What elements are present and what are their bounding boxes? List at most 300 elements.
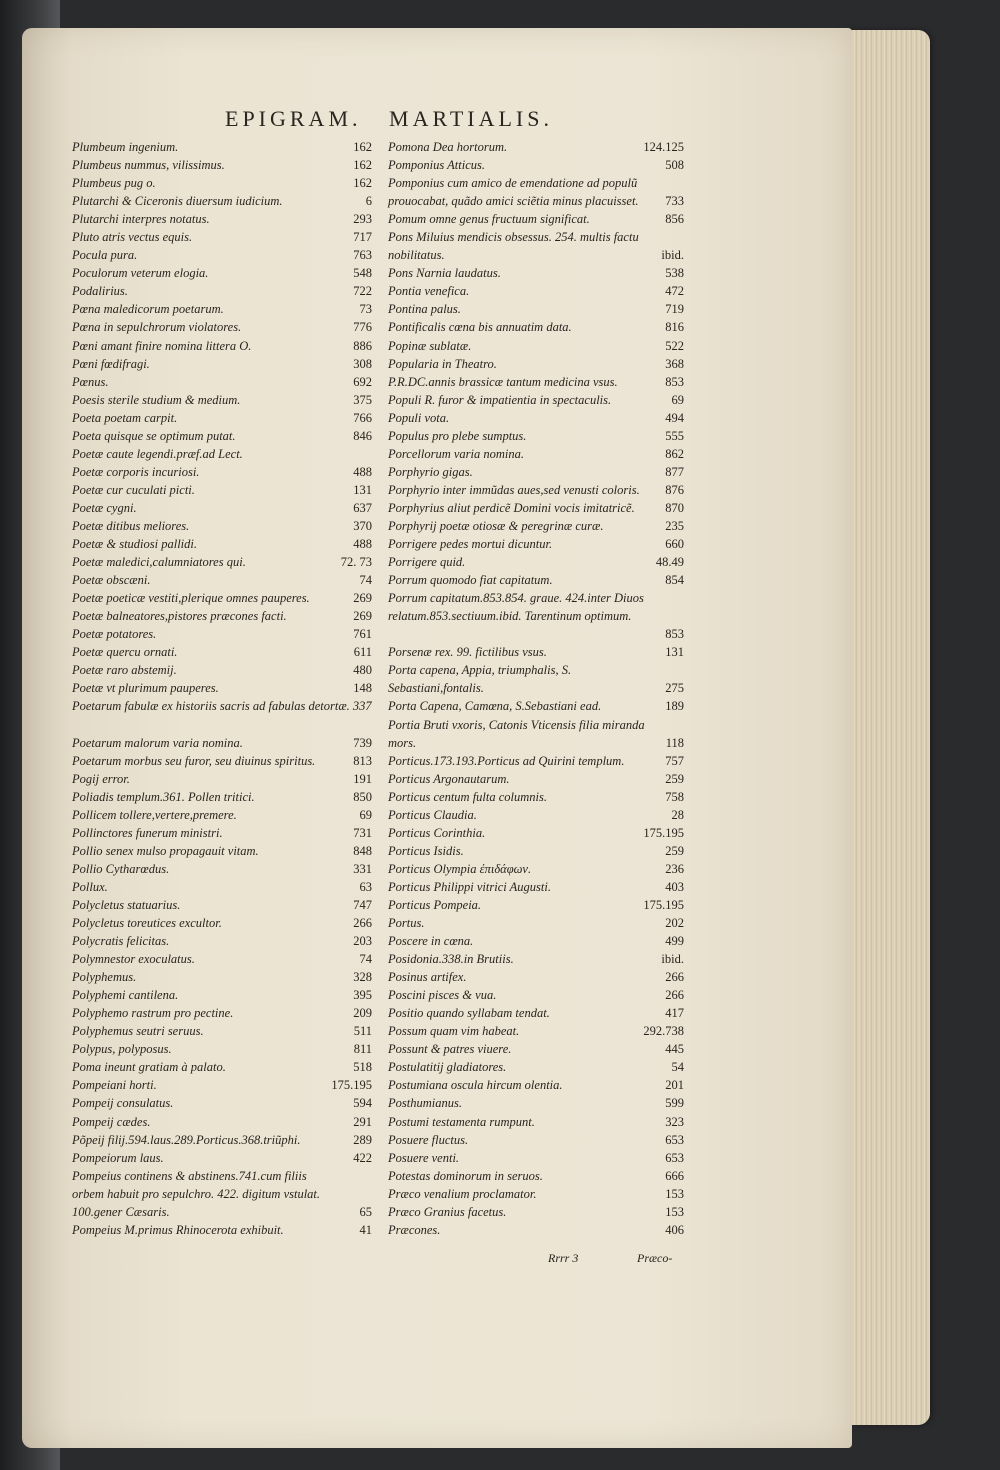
index-entry [72, 553, 372, 571]
index-entry [72, 318, 372, 336]
page-reference: 202 [665, 916, 684, 931]
index-term: Pompeij cædes. [72, 1114, 151, 1129]
signature-mark: Rrrr 3 [548, 1251, 579, 1265]
page-reference: 406 [665, 1222, 684, 1237]
running-head-word-2: MARTIALIS. [389, 106, 553, 131]
index-entry [388, 156, 684, 174]
index-term: Pontia venefica. [388, 284, 470, 299]
index-entry [72, 246, 372, 264]
index-entry [72, 391, 372, 409]
index-entry [72, 589, 372, 607]
index-entry [72, 734, 372, 752]
index-term: Porta Capena, Camœna, S.Sebastiani ead. [388, 699, 602, 714]
page-reference: 48.49 [655, 555, 684, 570]
index-term: Poetarum fabulæ ex historiis sacris ad fabulas detortæ. 337 [72, 699, 372, 714]
page-reference: 266 [665, 970, 684, 985]
index-entry [72, 824, 372, 842]
index-term: Poetæ cygni. [72, 500, 137, 515]
index-term: Plumbeum ingenium. [72, 140, 179, 154]
index-term: Positio quando syllabam tendat. [388, 1006, 550, 1021]
index-entry [72, 409, 372, 427]
index-entry [72, 282, 372, 300]
page-reference: 266 [665, 988, 684, 1003]
index-term: Porrigere quid. [388, 555, 466, 570]
index-entry [72, 1167, 372, 1221]
page-reference: 816 [665, 320, 684, 335]
index-entry [388, 1167, 684, 1185]
index-entry [388, 138, 684, 156]
page-reference: 235 [665, 518, 684, 533]
index-entry [72, 860, 372, 878]
index-term: Postumi testamenta rumpunt. [388, 1114, 535, 1129]
page-reference: 813 [353, 753, 372, 768]
index-term: Populi vota. [388, 410, 450, 425]
index-entry [72, 499, 372, 517]
index-entry [388, 824, 684, 842]
index-term: Pollinctores funerum ministri. [72, 825, 223, 840]
index-entry [72, 950, 372, 968]
page-reference: 876 [665, 482, 684, 497]
index-entry [388, 842, 684, 860]
index-entry [388, 1094, 684, 1112]
index-term: Poetæ vt plurimum pauperes. [72, 681, 219, 696]
index-term: Poetæ poeticæ vestiti,plerique omnes pauperes. [72, 591, 310, 606]
index-term: Poeta quisque se optimum putat. [72, 428, 236, 443]
index-entry [388, 571, 684, 589]
index-term: Plumbeus pug o. [72, 176, 156, 191]
page-reference: 118 [665, 735, 684, 750]
index-term: Popularia in Theatro. [388, 356, 497, 371]
index-term: Poetæ raro abstemij. [72, 663, 177, 678]
index-term: Præco Granius facetus. [388, 1204, 507, 1219]
page-reference: 722 [353, 284, 372, 299]
index-entry [388, 1149, 684, 1167]
index-entry [72, 1004, 372, 1022]
index-term: Porcellorum varia nomina. [388, 446, 524, 461]
index-term: Porrum quomodo fiat capitatum. [388, 573, 553, 588]
page-reference: 445 [665, 1042, 684, 1057]
page-reference: 776 [353, 320, 372, 335]
index-term: Polycletus statuarius. [72, 897, 181, 912]
page-reference: 719 [665, 302, 684, 317]
index-entry [388, 752, 684, 770]
index-entry [72, 986, 372, 1004]
page-reference: 74 [359, 573, 372, 588]
index-term: Porticus.173.193.Porticus ad Quirini templum. [388, 753, 625, 768]
page-reference: 74 [359, 952, 372, 967]
index-term: Poscini pisces & vua. [388, 988, 497, 1003]
index-entry [388, 1203, 684, 1221]
index-term: Poesis sterile studium & medium. [72, 392, 241, 407]
index-entry [72, 373, 372, 391]
page-edges [848, 30, 930, 1425]
index-entry [388, 318, 684, 336]
page-reference: 266 [353, 916, 372, 931]
page-reference: 375 [353, 392, 372, 407]
page-reference: 856 [665, 212, 684, 227]
index-entry [72, 210, 372, 228]
page-reference: 73 [359, 302, 372, 317]
index-term: Poetæ cur cuculati picti. [72, 482, 195, 497]
index-term: Porphyrius aliut perdicẽ Domini vocis imitatricẽ. [388, 500, 635, 515]
index-entry [72, 914, 372, 932]
index-term: Porticus Pompeia. [388, 897, 482, 912]
index-term: Pomponius Atticus. [388, 158, 485, 173]
index-term: Porrigere pedes mortui dicuntur. [388, 537, 553, 552]
index-term: Poetarum malorum varia nomina. [72, 735, 243, 750]
index-entry [72, 1094, 372, 1112]
page-reference: 870 [665, 500, 684, 515]
index-entry [388, 373, 684, 391]
index-entry [72, 625, 372, 643]
index-entry [388, 355, 684, 373]
index-term: Porticus Olympia ἐπιδάφων. [388, 861, 532, 876]
page-reference: 124.125 [643, 140, 684, 154]
index-term: Poetæ corporis incuriosi. [72, 464, 200, 479]
index-entry [388, 210, 684, 228]
index-term: Porticus Corinthia. [388, 825, 486, 840]
page-reference: 328 [353, 970, 372, 985]
index-entry [72, 770, 372, 788]
index-entry [388, 409, 684, 427]
index-entry [72, 842, 372, 860]
page-reference: 548 [353, 266, 372, 281]
index-entry [388, 1113, 684, 1131]
index-entry [388, 174, 684, 210]
page-reference: 293 [353, 212, 372, 227]
page-reference: 472 [665, 284, 684, 299]
page-reference: 236 [665, 861, 684, 876]
page-reference: 368 [665, 356, 684, 371]
index-term: Pompeius M.primus Rhinocerota exhibuit. [72, 1222, 284, 1237]
index-entry [72, 156, 372, 174]
page-reference: 637 [353, 500, 372, 515]
index-entry [72, 752, 372, 770]
index-entry [388, 589, 684, 643]
index-entry [388, 1058, 684, 1076]
page-reference: 28 [671, 807, 684, 822]
index-term: Porticus Isidis. [388, 843, 464, 858]
index-entry [72, 571, 372, 589]
page-reference: 292.738 [643, 1024, 684, 1039]
index-term: Porticus Philippi vitrici Augusti. [388, 879, 551, 894]
page-reference: 692 [353, 374, 372, 389]
index-entry [72, 1076, 372, 1094]
index-term: Poliadis templum.361. Pollen tritici. [72, 789, 255, 804]
index-term: Plumbeus nummus, vilissimus. [72, 158, 225, 173]
index-entry [388, 481, 684, 499]
index-term: Porticus centum fulta columnis. [388, 789, 548, 804]
index-entry [388, 300, 684, 318]
page-reference: 488 [353, 537, 372, 552]
index-entry [388, 986, 684, 1004]
index-entry [388, 445, 684, 463]
index-entry [388, 228, 684, 264]
page-reference: 862 [665, 446, 684, 461]
running-head-word-1: EPIGRAM. [225, 106, 362, 131]
index-entry [388, 1040, 684, 1058]
index-entry [388, 553, 684, 571]
index-entry [72, 192, 372, 210]
index-entry [388, 716, 684, 752]
page-reference: 854 [665, 573, 684, 588]
catchword: Præco- [637, 1251, 673, 1265]
index-term: Pollux. [72, 879, 108, 894]
index-entry [388, 427, 684, 445]
index-entry [72, 1221, 372, 1239]
index-entry [388, 932, 684, 950]
index-entry [388, 896, 684, 914]
index-column-left [72, 138, 372, 1239]
page-reference: 395 [353, 988, 372, 1003]
index-entry [72, 1040, 372, 1058]
index-entry [72, 1149, 372, 1167]
index-entry [72, 679, 372, 697]
index-entry [72, 228, 372, 246]
index-term: Poetæ quercu ornati. [72, 645, 178, 660]
index-term: Porticus Argonautarum. [388, 771, 510, 786]
page-reference: 269 [353, 591, 372, 606]
index-term: Polypus, polyposus. [72, 1042, 172, 1057]
page-reference: 848 [353, 843, 372, 858]
index-term: Poeta poetam carpit. [72, 410, 178, 425]
index-entry [388, 788, 684, 806]
index-term: Polymnestor exoculatus. [72, 952, 195, 967]
page-reference: 72. 73 [340, 555, 372, 570]
page-reference: 761 [353, 627, 372, 642]
index-entry [388, 282, 684, 300]
page-reference: 162 [353, 176, 372, 191]
page-reference: 594 [353, 1096, 372, 1111]
page-reference: 203 [353, 934, 372, 949]
index-entry [388, 878, 684, 896]
index-term: Portus. [388, 916, 425, 931]
index-term: Pompeius continens & abstinens.741.cum filiis orbem habuit pro sepulchro. 422. digitum vstulat. 100.gener Cæsaris. [72, 1168, 321, 1219]
page-reference: 763 [353, 248, 372, 263]
index-entry [388, 517, 684, 535]
page-reference: 417 [665, 1006, 684, 1021]
index-entry [72, 337, 372, 355]
index-term: Pœni amant finire nomina littera O. [72, 338, 252, 353]
page-reference: 488 [353, 464, 372, 479]
index-term: Poetæ & studiosi pallidi. [72, 537, 198, 552]
page-reference: 153 [665, 1186, 684, 1201]
index-term: Porta capena, Appia, triumphalis, S. Sebastiani,fontalis. [388, 663, 572, 696]
page-reference: 611 [353, 645, 372, 660]
index-term: Pompeiani horti. [72, 1078, 157, 1093]
index-entry [388, 1185, 684, 1203]
page-reference: 846 [353, 428, 372, 443]
index-term: Pollicem tollere,vertere,premere. [72, 807, 237, 822]
index-term: Posidonia.338.in Brutiis. [388, 952, 514, 967]
index-term: Poetæ ditibus meliores. [72, 518, 190, 533]
index-term: Poetæ balneatores,pistores præcones facti. [72, 609, 287, 624]
page-reference: 175.195 [643, 825, 684, 840]
page-reference: 731 [353, 825, 372, 840]
index-entry [388, 391, 684, 409]
page-reference: 148 [353, 681, 372, 696]
page-reference: 370 [353, 518, 372, 533]
page-reference: 853 [665, 374, 684, 389]
index-entry [72, 968, 372, 986]
index-term: Porticus Claudia. [388, 807, 477, 822]
page-reference: 291 [353, 1114, 372, 1129]
page-reference: 538 [665, 266, 684, 281]
index-entry [388, 1221, 684, 1239]
page-reference: 41 [359, 1222, 372, 1237]
index-term: Postumiana oscula hircum olentia. [388, 1078, 563, 1093]
index-entry [388, 499, 684, 517]
index-term: Pogij error. [72, 771, 130, 786]
index-term: Postulatitij gladiatores. [388, 1060, 507, 1075]
index-entry [388, 337, 684, 355]
index-entry [388, 661, 684, 697]
index-term: Polyphemus. [72, 970, 137, 985]
index-column-right [388, 138, 684, 1239]
index-entry [72, 481, 372, 499]
index-entry [72, 300, 372, 318]
index-term: Porphyrij poetæ otiosæ & peregrinæ curæ. [388, 518, 604, 533]
page-reference: 308 [353, 356, 372, 371]
index-entry [72, 1058, 372, 1076]
page-reference: 191 [353, 771, 372, 786]
index-term: Pons Narnia laudatus. [388, 266, 501, 281]
page-reference: 877 [665, 464, 684, 479]
index-term: Posinus artifex. [388, 970, 467, 985]
page-reference: 189 [665, 699, 684, 714]
index-term: Pœnus. [72, 374, 109, 389]
page-reference: 175.195 [331, 1078, 372, 1093]
index-entry [388, 697, 684, 715]
page-reference: 660 [665, 537, 684, 552]
index-entry [388, 950, 684, 968]
page-reference: 555 [665, 428, 684, 443]
index-entry [72, 806, 372, 824]
index-entry [388, 643, 684, 661]
page-reference: ibid. [661, 248, 684, 263]
index-term: Posthumianus. [388, 1096, 462, 1111]
index-term: Pontificalis cœna bis annuatim data. [388, 320, 572, 335]
index-term: Polycratis felicitas. [72, 934, 170, 949]
index-entry [388, 463, 684, 481]
index-entry [72, 878, 372, 896]
page-reference: 323 [665, 1114, 684, 1129]
index-entry [388, 806, 684, 824]
page-reference: 733 [665, 194, 684, 209]
page-reference: 739 [353, 735, 372, 750]
index-entry [72, 445, 372, 463]
index-entry [72, 661, 372, 679]
index-term: Põpeij filij.594.laus.289.Porticus.368.triũphi. [72, 1132, 301, 1147]
index-term: Plutarchi interpres notatus. [72, 212, 210, 227]
index-term: Poetæ potatores. [72, 627, 157, 642]
index-entry [72, 697, 372, 733]
page-reference: 54 [671, 1060, 684, 1075]
running-head [225, 106, 645, 142]
index-term: Porsenæ rex. 99. fictilibus vsus. [388, 645, 547, 660]
index-entry [388, 1131, 684, 1149]
page-reference: 69 [671, 392, 684, 407]
page-reference: 511 [353, 1024, 372, 1039]
page-reference: 766 [353, 410, 372, 425]
index-entry [72, 517, 372, 535]
index-term: Poetæ maledici,calumniatores qui. [72, 555, 246, 570]
index-entry [72, 535, 372, 553]
index-term: Pontina palus. [388, 302, 461, 317]
index-term: Pompeiorum laus. [72, 1150, 164, 1165]
index-term: Porphyrio gigas. [388, 464, 473, 479]
index-entry [72, 643, 372, 661]
index-term: Polyphemi cantilena. [72, 988, 179, 1003]
index-term: Polyphemo rastrum pro pectine. [72, 1006, 234, 1021]
index-entry [72, 1022, 372, 1040]
page-reference: 275 [665, 681, 684, 696]
index-term: Polyphemus seutri seruus. [72, 1024, 204, 1039]
index-entry [72, 138, 372, 156]
page-reference: 422 [353, 1150, 372, 1165]
index-term: Posuere venti. [388, 1150, 460, 1165]
index-term: Præcones. [388, 1222, 441, 1237]
page-reference: 289 [353, 1132, 372, 1147]
index-term: Pœna in sepulchrorum violatores. [72, 320, 242, 335]
index-entry [72, 607, 372, 625]
page-reference: 162 [353, 158, 372, 173]
index-term: Plutarchi & Ciceronis diuersum iudicium. [72, 194, 283, 209]
page-reference: 757 [665, 753, 684, 768]
index-entry [72, 355, 372, 373]
index-term: Poetarum morbus seu furor, seu diuinus spiritus. [72, 753, 316, 768]
index-entry [388, 1022, 684, 1040]
page-reference: 131 [353, 482, 372, 497]
page-reference: 499 [665, 934, 684, 949]
page-reference: 518 [353, 1060, 372, 1075]
index-entry [388, 264, 684, 282]
page-reference: 853 [665, 627, 684, 642]
page-reference: 259 [665, 843, 684, 858]
page-reference: 666 [665, 1168, 684, 1183]
index-term: Poma ineunt gratiam à palato. [72, 1060, 226, 1075]
page-reference: 63 [359, 879, 372, 894]
page-reference: 175.195 [643, 897, 684, 912]
page-reference: 599 [665, 1096, 684, 1111]
page-reference: 747 [353, 897, 372, 912]
index-entry [388, 968, 684, 986]
index-term: Pœni fœdifragi. [72, 356, 150, 371]
page-reference: 494 [665, 410, 684, 425]
index-entry [72, 463, 372, 481]
index-term: Porrum capitatum.853.854. graue. 424.inter Diuos relatum.853.sectiuum.ibid. Tarentinum optimum. [388, 591, 644, 624]
index-term: Portia Bruti vxoris, Catonis Vticensis filia miranda mors. [388, 717, 645, 750]
index-term: Pompeij consulatus. [72, 1096, 174, 1111]
index-entry [72, 174, 372, 192]
index-entry [72, 1131, 372, 1149]
index-term: Polycletus toreutices excultor. [72, 916, 222, 931]
index-term: Poculorum veterum elogia. [72, 266, 209, 281]
page-reference: 886 [353, 338, 372, 353]
index-term: Pluto atris vectus equis. [72, 230, 193, 245]
index-term: Pons Miluius mendicis obsessus. 254. multis factu nobilitatus. [388, 230, 639, 263]
index-term: Præco venalium proclamator. [388, 1186, 537, 1201]
page-reference: 209 [353, 1006, 372, 1021]
index-term: Posuere fluctus. [388, 1132, 469, 1147]
page-reference: ibid. [661, 952, 684, 967]
page-reference: 331 [353, 861, 372, 876]
index-entry [72, 932, 372, 950]
page-reference: 131 [665, 645, 684, 660]
page-reference: 758 [665, 789, 684, 804]
index-term: Pollio Cytharœdus. [72, 861, 170, 876]
index-term: Podalirius. [72, 284, 128, 299]
